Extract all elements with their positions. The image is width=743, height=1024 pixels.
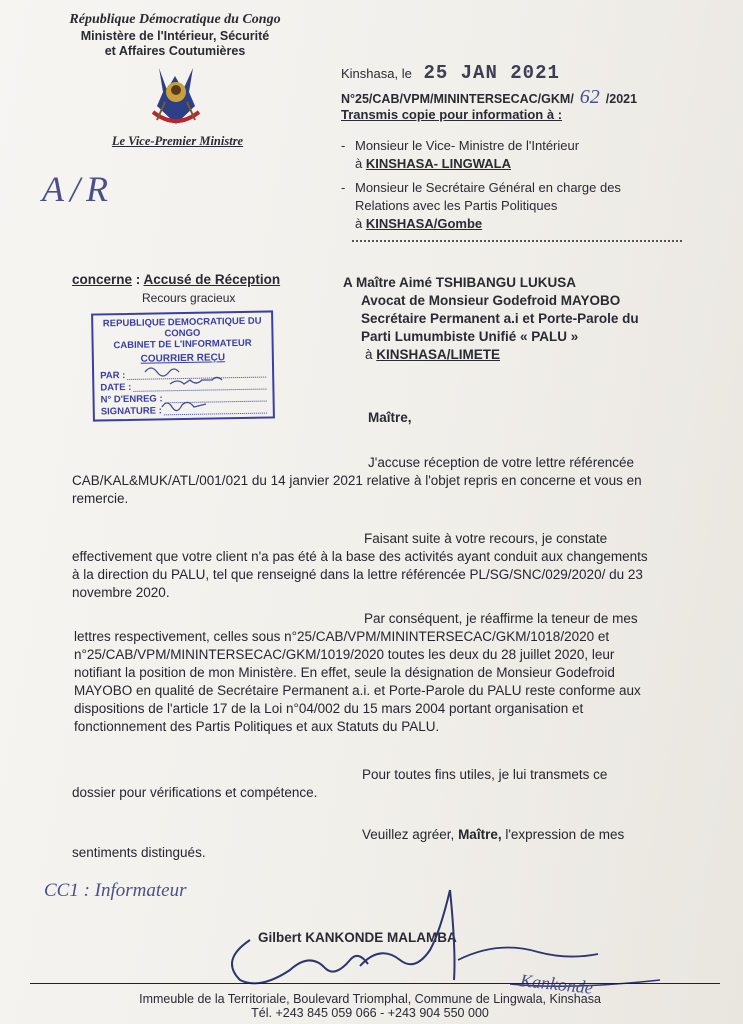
copy-1-place: KINSHASA- LINGWALA: [365, 156, 512, 171]
paragraph-1: [72, 454, 654, 508]
ministry-heading: [60, 29, 290, 59]
concerne-subject: Accusé de Réception: [143, 272, 281, 287]
stamp-signature-label: SIGNATURE :: [100, 404, 162, 417]
para3-line-3: n°25/CAB/VPM/MININTERSECAC/GKM/1019/2020 toutes les deux du 28 juillet 2020, leur: [74, 647, 615, 662]
footer-address: Immeuble de la Territoriale, Boulevard Triomphal, Commune de Lingwala, Kinshasa: [139, 992, 601, 1006]
stamp-line-2: CABINET DE L'INFORMATEUR: [113, 337, 252, 352]
paragraph-5: [72, 826, 652, 862]
drc-coat-of-arms-icon: [145, 62, 207, 132]
addressee-block: [343, 274, 639, 364]
signature-scrawl: [210, 880, 690, 990]
para3-line-5: MAYOBO en qualité de Secrétaire Permanent a.i. et Porte-Parole du PALU reste conforme aux: [74, 683, 641, 698]
ministry-line-2: et Affaires Coutumières: [104, 44, 246, 58]
copy-1-line: Monsieur le Vice- Ministre de l'Intérieur: [355, 138, 580, 153]
stamp-par-label: PAR :: [100, 369, 126, 381]
separator-dotted-line: [352, 240, 682, 242]
para1-line-2: CAB/KAL&MUK/ATL/001/021 du 14 janvier 2021 relative à l'objet repris en concerne et vous en: [72, 473, 642, 488]
para4-line-2: dossier pour vérifications et compétence.: [72, 785, 318, 800]
salutation: Maître,: [368, 410, 412, 425]
copy-2-place: KINSHASA/Gombe: [365, 216, 483, 231]
para1-line-3: remercie.: [72, 491, 129, 506]
concerne-line: concerne : Accusé de Réception: [72, 272, 281, 287]
paragraph-2: [72, 530, 654, 602]
reference-suffix: /2021: [605, 92, 638, 106]
para2-line-4: novembre 2020.: [72, 585, 170, 600]
date-prefix: Kinshasa, le: [341, 66, 412, 81]
republic-heading: République Démocratique du Congo: [69, 12, 281, 27]
addressee-line-2: Avocat de Monsieur Godefroid MAYOBO: [361, 293, 621, 308]
para5-pre: Veuillez agréer,: [362, 827, 459, 842]
para2-line-2: effectivement que votre client n'a pas été à la base des activités ayant conduit aux changements: [72, 549, 648, 564]
para2-line-1: Faisant suite à votre recours, je constate: [364, 531, 608, 546]
concerne-subtitle: Recours gracieux: [142, 291, 236, 305]
addressee-line-4: Parti Lumumbiste Unifié « PALU »: [361, 329, 579, 344]
copy-recipient-1: - Monsieur le Vice- Ministre de l'Intérieur à KINSHASA- LINGWALA: [341, 138, 580, 171]
date-stamp: 25 JAN 2021: [423, 62, 560, 84]
ministry-line-1: Ministère de l'Intérieur, Sécurité: [80, 29, 270, 43]
reference-handwritten-number: 62: [579, 86, 600, 108]
date-line: [341, 62, 560, 84]
para4-line-1: Pour toutes fins utiles, je lui transmets ce: [362, 767, 608, 782]
para5-post: l'expression de mes: [501, 827, 625, 842]
para3-line-6: dispositions de l'article 17 de la Loi n°04/002 du 15 mars 2004 portant organisation et: [74, 701, 584, 716]
reference-number: [341, 86, 637, 109]
para2-line-3: à la direction du PALU, tel que renseigné dans la lettre référencée PL/SG/SNC/029/2020/ du 23: [72, 567, 643, 582]
paragraph-3: [74, 610, 654, 736]
para3-line-4: notifiant la position de mon Ministère. En effet, seule la désignation de Monsieur Godefroid: [74, 665, 615, 680]
paragraph-4: [72, 766, 652, 802]
footer-rule: [30, 983, 720, 984]
stamp-line-1: REPUBLIQUE DEMOCRATIQUE DU CONGO: [102, 315, 262, 340]
copy-2-line-2: Relations avec les Partis Politiques: [355, 198, 558, 213]
signatory-name: Gilbert KANKONDE MALAMBA: [258, 930, 457, 945]
signature-name-scrawl: Kankonde: [519, 970, 594, 998]
copy-recipient-2: - Monsieur le Secrétaire Général en charge des Relations avec les Partis Politiques à KINSHASA/Gombe: [341, 180, 621, 231]
para3-line-1: Par conséquent, je réaffirme la teneur de mes: [364, 611, 638, 626]
copy-2-line-1: Monsieur le Secrétaire Général en charge des: [355, 180, 621, 195]
concerne-label: concerne: [72, 272, 133, 287]
para5-bold: Maître,: [458, 827, 502, 842]
addressee-line-1: A Maître Aimé TSHIBANGU LUKUSA: [343, 275, 577, 290]
para3-line-2: lettres respectivement, celles sous n°25/CAB/VPM/MININTERSECAC/GKM/1018/2020 et: [74, 629, 610, 644]
transmis-heading: Transmis copie pour information à :: [341, 107, 563, 122]
vpm-title: Le Vice-Premier Ministre: [111, 134, 244, 148]
stamp-handwriting-scribble: [140, 360, 270, 412]
stamp-title: COURRIER REÇU: [140, 352, 226, 365]
para3-line-7: fonctionnement des Partis Politiques et aux Statuts du PALU.: [74, 719, 440, 734]
reference-prefix: N°25/CAB/VPM/MININTERSECAC/GKM/: [341, 92, 574, 106]
footer-phone: Tél. +243 845 059 066 - +243 904 550 000: [251, 1006, 489, 1020]
para1-line-1: J'accuse réception de votre lettre référencée: [368, 455, 634, 470]
para5-line-2: sentiments distingués.: [72, 845, 206, 860]
stamp-enreg-label: N° D'ENREG :: [100, 392, 163, 405]
stamp-date-label: DATE :: [100, 381, 132, 393]
footer: [110, 992, 630, 1020]
addressee-place-prefix: à: [365, 347, 377, 362]
addressee-line-3: Secrétaire Permanent a.i et Porte-Parole du: [361, 311, 639, 326]
handwritten-ar-note: A/R: [42, 169, 114, 209]
addressee-place: KINSHASA/LIMETE: [376, 347, 501, 362]
handwritten-cc-note: CC1 : Informateur: [44, 880, 187, 901]
